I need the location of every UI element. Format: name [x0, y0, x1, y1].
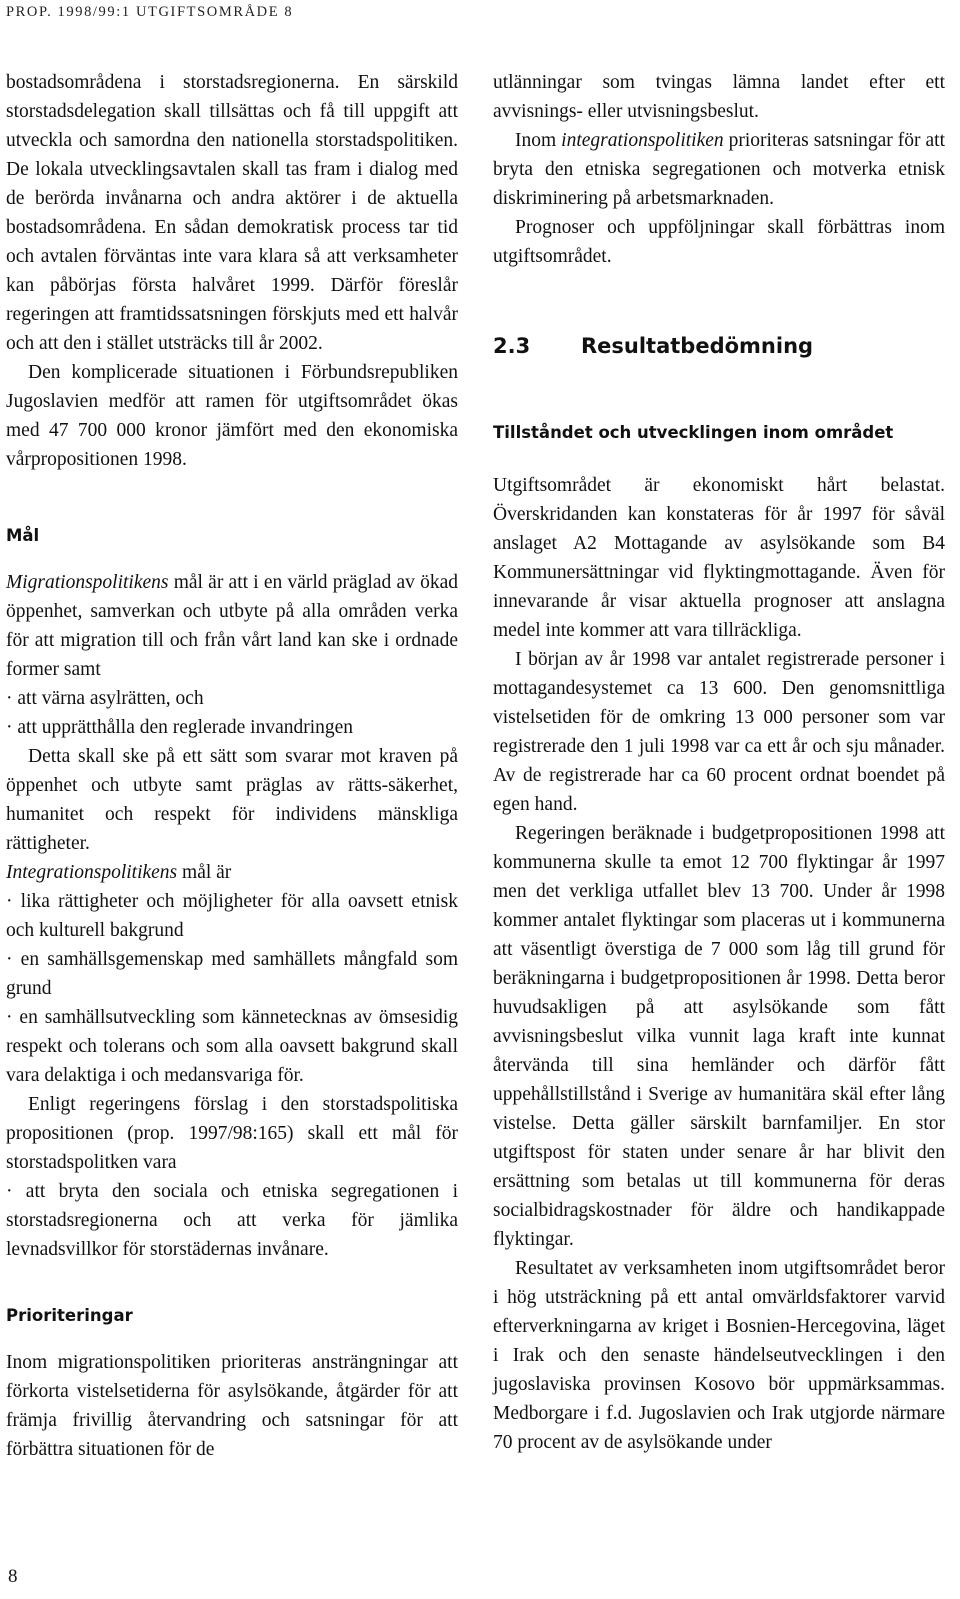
left-column [6, 68, 458, 1464]
list-item: · att bryta den sociala och etniska segregationen i storstadsregionerna och att verka för jämlika levnadsvillkor för storstädernas invånare. [6, 1181, 458, 1260]
list-item: · att värna asylrätten, och [6, 688, 204, 709]
paragraph: Inom migrationspolitiken prioriteras ansträngningar att förkorta vistelsetiderna för asylsökande, åtgärder för att främja frivillig återvandring och satsningar för att förbättra situationen för de [6, 1352, 458, 1460]
paragraph: Detta skall ske på ett sätt som svarar mot kraven på öppenhet och utbyte samt präglas av rätts-säkerhet, humanitet och respekt för individens mänskliga rättigheter. [6, 746, 458, 854]
right-column [493, 68, 945, 1457]
heading-mal: Mål [6, 526, 40, 545]
emphasis: integrationspolitiken [561, 130, 724, 151]
paragraph: Regeringen beräknade i budgetpropositionen 1998 att kommunerna skulle ta emot 12 700 flyktingar år 1997 men det verkliga utfallet blev 13 700. Under år 1998 kommer antalet flyktingar som placeras ut i kommunerna att väsentligt överstiga de 7 000 som låg till grund för beräkningarna i budgetpropositionen år 1998. Detta beror huvudsakligen på att asylsökande som fått avvisningsbeslut vilka vunnit laga kraft inte kunnat återvända till sina hemländer och därför fått uppehållstillstånd i Sverige av humanitära skäl efter lång vistelse. Detta gäller särskilt barnfamiljer. En stor utgiftspost för staten under senare år har blivit den ersättning som betalas ut till kommunerna för deras socialbidragskostnader för äldre och handikappade flyktingar. [493, 823, 945, 1250]
paragraph: utlänningar som tvingas lämna landet efter ett avvisnings- eller utvisningsbeslut. [493, 72, 945, 122]
section-heading [493, 331, 945, 361]
subheading: Tillståndet och utvecklingen inom området [493, 423, 894, 442]
section-number: 2.3 [493, 334, 531, 358]
section-title: Resultatbedömning [581, 334, 814, 358]
paragraph-migration-goal: Migrationspolitikens mål är att i en värld präglad av ökad öppenhet, samverkan och utbyte på alla områden verka för att migration till och från vårt land kan ske i ordnade former samt [6, 572, 458, 680]
emphasis: Migrationspolitikens [6, 572, 169, 593]
paragraph: bostadsområdena i storstadsregionerna. En särskild storstadsdelegation skall tillsättas och få till uppgift att utveckla och samordna den nationella storstadspolitiken. De lokala utvecklingsavtalen skall tas fram i dialog med de berörda invånarna och andra aktörer i de aktuella bostadsområdena. En sådan demokratisk process tar tid och avtalen förväntas inte vara klara så att verksamheter kan påbörjas första halvåret 1999. Därför föreslår regeringen att framtidssatsningen förskjuts med ett halvår och att den i stället utsträcks till år 2002. [6, 72, 458, 354]
paragraph-integration-goal: Integrationspolitikens mål är [6, 862, 232, 883]
paragraph: Resultatet av verksamheten inom utgiftsområdet beror i hög utsträckning på ett antal omvärldsfaktorer varvid efterverkningarna av kriget i Bosnien-Hercegovina, läget i Irak och den senaste händelseutvecklingen i den jugoslaviska provinsen Kosovo bör uppmärksammas. Medborgare i f.d. Jugoslavien och Irak utgjorde närmare 70 procent av de asylsökande under [493, 1258, 945, 1453]
list-item: · att upprätthålla den reglerade invandringen [6, 717, 354, 738]
list-item: · en samhällsgemenskap med samhällets mångfald som grund [6, 949, 458, 999]
paragraph: Prognoser och uppföljningar skall förbättras inom utgiftsområdet. [493, 217, 945, 267]
running-header: PROP. 1998/99:1 UTGIFTSOMRÅDE 8 [6, 4, 294, 20]
paragraph: Enligt regeringens förslag i den storstadspolitiska propositionen (prop. 1997/98:165) skall ett mål för storstadspolitken vara [6, 1094, 458, 1173]
heading-prioriteringar: Prioriteringar [6, 1306, 133, 1325]
paragraph: I början av år 1998 var antalet registrerade personer i mottagandesystemet ca 13 600. Den genomsnittliga vistelsetiden för de omkring 13 000 personer som var registrerade den 1 juli 1998 var ca ett år och sju månader. Av de registrerade har ca 60 procent ordnat boendet på egen hand. [493, 649, 945, 815]
paragraph: Utgiftsområdet är ekonomiskt hårt belastat. Överskridanden kan konstateras för år 1997 för såväl anslaget A2 Mottagande av asylsökande som B4 Kommunersättningar vid flyktingmottagande. Även för innevarande år visar aktuella prognoser att anslagna medel inte kommer att vara tillräckliga. [493, 475, 945, 641]
emphasis: Integrationspolitikens [6, 862, 178, 883]
list-item: · en samhällsutveckling som kännetecknas av ömsesidig respekt och tolerans och som alla oavsett bakgrund skall vara delaktiga i och medansvariga för. [6, 1007, 458, 1086]
paragraph: Den komplicerade situationen i Förbundsrepubliken Jugoslavien medför att ramen för utgiftsområdet ökas med 47 700 000 kronor jämfört med den ekonomiska vårpropositionen 1998. [6, 362, 458, 470]
paragraph: Inom integrationspolitiken prioriteras satsningar för att bryta den etniska segregationen och motverka etnisk diskriminering på arbetsmarknaden. [493, 130, 945, 209]
page-number: 8 [8, 1566, 18, 1587]
list-item: · lika rättigheter och möjligheter för alla oavsett etnisk och kulturell bakgrund [6, 891, 458, 941]
